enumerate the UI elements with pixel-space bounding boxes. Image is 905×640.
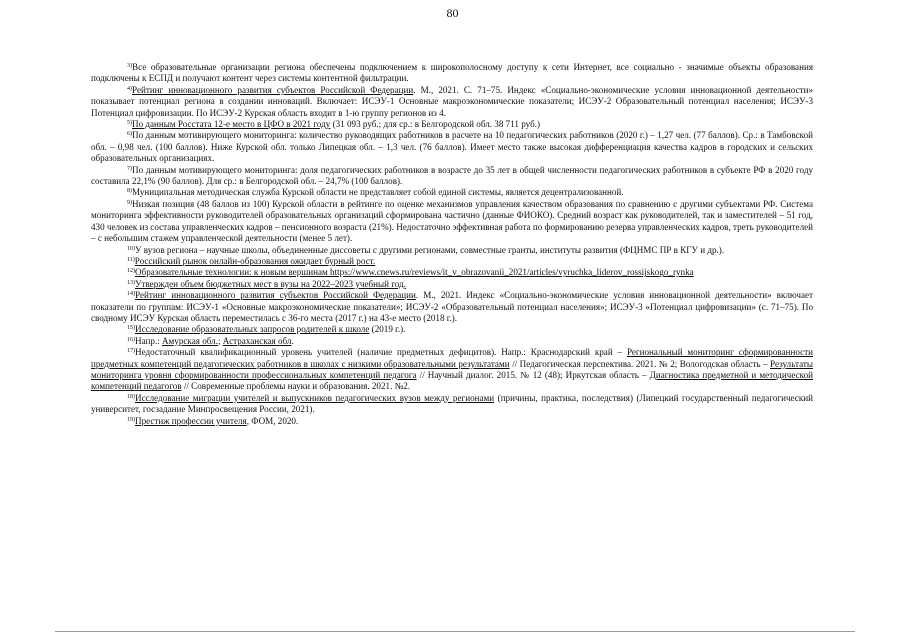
footnote-text: У вузов региона – научные школы, объединенные диссоветы с другими регионами, совместные гранты, институты развития (ФЦНМС ПР в КГУ и др.).: [135, 244, 725, 255]
footnote-link[interactable]: Исследование образовательных запросов родителей к школе: [135, 324, 370, 335]
footnote-link-2[interactable]: Астраханская обл: [222, 335, 292, 346]
footnote-number: 9): [127, 199, 132, 206]
footnote-link[interactable]: Амурская обл.: [161, 335, 218, 346]
footnote-lead: Напр.:: [135, 335, 162, 346]
footnote-11: [91, 256, 813, 267]
footnote-link[interactable]: По данным Росстата 12-е место в ЦФО в 2021 году: [132, 119, 331, 130]
footnote-text: По данным мотивирующего мониторинга: доля педагогических работников в возрасте до 35 лет в общей численности педагогических работников в субъекте РФ в 2020 году составила 22,1% (90 баллов). Для ср.: в Белгородской обл. – 24,7% (100 баллов).: [91, 164, 813, 187]
footnote-14: [91, 290, 813, 324]
footnotes: [91, 62, 813, 427]
footnote-link[interactable]: Региональный мониторинг сформированности предметных компетенций педагогических работников в школах с низкими образовательными результатами: [91, 347, 813, 369]
footnote-number: 16): [127, 336, 135, 343]
footnote-number: 5): [127, 120, 132, 127]
footnote-18: [91, 393, 813, 416]
footnote-number: 15): [127, 325, 135, 332]
footnote-link[interactable]: Рейтинг инновационного развития субъектов Российской Федерации: [135, 290, 416, 301]
footnote-number: 17): [127, 348, 135, 355]
footnote-6: [91, 130, 813, 164]
footnote-number: 3): [127, 63, 132, 69]
footnote-link[interactable]: Утвержден объем бюджетных мест в вузы на 2022–2023 учебный год.: [135, 278, 406, 289]
footnote-link[interactable]: Российский рынок онлайн-образования ожидает бурный рост.: [134, 255, 376, 266]
footnote-number: 8): [127, 188, 132, 195]
footnote-number: 6): [127, 131, 132, 138]
page-number: 80: [446, 6, 459, 20]
footnote-number: 19): [127, 416, 135, 423]
footnote-link-2[interactable]: Результаты мониторинга уровня сформированности профессиональных компетенций педагога: [91, 358, 813, 380]
footnote-text: По данным мотивирующего мониторинга: количество руководящих работников в расчете на 10 педагогических работников (2020 г.) – 1,27 чел. (77 баллов). Ср.: в Тамбовской обл. – 0,98 чел. (100 баллов). Ниже Курской обл. только Липецкая обл. – 1,3 чел. (76 баллов). Имеет место также высокая дифференциация качества кадров в городских и сельских образовательных организациях.: [91, 130, 813, 164]
footnote-number: 12): [127, 268, 135, 275]
footnote-12: [91, 267, 813, 278]
footnote-15: [91, 324, 813, 335]
footnote-link[interactable]: Рейтинг инновационного развития субъектов Российской Федерации: [132, 84, 414, 95]
footnote-number: 13): [127, 279, 135, 286]
footnote-17: [91, 347, 813, 393]
bottom-rule: [55, 631, 855, 632]
footnote-text: . М., 2021. С. 71–75. Индекс «Социально-экономические условия инновационной деятельности» показывает потенциал региона в создании инноваций. Включает: ИСЭУ-1 Основные макроэкономические показатели; ИСЭУ-2 Образовательный потенциал населения; ИСЭУ-3 Потенциал цифровизации. По ИСЭУ-2 Курская область входит в 1-ю группу регионов из 4.: [91, 84, 813, 118]
footnote-link-3[interactable]: Диагностика предметной и методической компетенций педагогов: [91, 369, 814, 392]
footnote-number: 11): [127, 256, 135, 263]
footnote-7: [91, 165, 813, 188]
footnote-text: Все образовательные организации региона обеспечены подключением к широкополосному доступу к сети Интернет, все социально - значимые объекты образования подключены к ЕСПД и получают контент через системы контентной фильтрации.: [91, 62, 813, 84]
footnote-text: . М., 2021. Индекс «Социально-экономические условия инновационной деятельности» включает показатели по группам: ИСЭУ-1 «Основные макроэкономические показатели»; ИСЭУ-2 «Образовательный потенциал населения»; ИСЭУ-3 «Потенциал цифровизации» (с. 71–75). По сводному ИСЭУ Курская область переместилась с 36-го места (2017 г.) на 43-е место (2018 г.).: [91, 290, 813, 323]
footnote-number: 4): [127, 85, 132, 92]
footnote-8: [91, 187, 813, 198]
footnote-9: [91, 199, 813, 245]
footnote-link[interactable]: Образовательные технологии: к новым вершинам https://www.cnews.ru/reviews/it_v_obrazovanii_2021/articles/vyruchka_liderov_rossijskogo_rynka: [135, 267, 694, 278]
footnote-text: Низкая позиция (48 баллов из 100) Курской области в рейтинге по оценке механизмов управления качеством образования по сравнению с другими субъектами РФ. Система мониторинга эффективности руководителей образовательных организаций сформирована частично (данные ФИОКО). Средний возраст как руководителей, так и заместителей – 51 год, 430 человек из состава управленческих кадров – пенсионного возраста (21%). Недостаточно эффективная работа по формированию резерва управленческих кадров, треть руководителей – с небольшим стажем управленческой деятельности (менее 5 лет).: [91, 198, 814, 244]
footnote-10: [91, 245, 813, 256]
footnote-16: [91, 336, 813, 347]
footnote-text: Муниципальная методическая служба Курской области не представляет собой единой системы, является децентрализованной.: [132, 187, 624, 198]
footnote-link[interactable]: Исследование миграции учителей и выпускников педагогических вузов между регионами: [135, 392, 495, 403]
footnote-link[interactable]: Престиж профессии учителя: [135, 415, 247, 426]
footnote-13: [91, 279, 813, 290]
footnote-text: , ФОМ, 2020.: [246, 415, 299, 426]
footnote-number: 18): [127, 393, 135, 400]
footnote-5: [91, 119, 813, 130]
footnote-number: 7): [127, 165, 132, 172]
footnote-text-mid-1: // Педагогическая перспектива. 2021. № 2; Вологодская область –: [509, 358, 771, 369]
footnote-number: 10): [127, 245, 135, 252]
footnote-text: (2019 г.).: [369, 324, 406, 335]
footnote-number: 14): [127, 291, 135, 298]
footnote-text: (причины, практика, последствия) (Липецкий государственный педагогический университет, госзадание Минпросвещения России, 2021).: [91, 392, 813, 415]
footnote-4: [91, 85, 813, 119]
footnote-text: .: [291, 335, 294, 346]
footnote-separator: ;: [217, 335, 223, 346]
footnote-text-mid-2: // Научный диалог. 2015. № 12 (48); Иркутская область –: [416, 369, 650, 380]
footnote-19: [91, 416, 813, 427]
footnote-text: (31 093 руб.; для ср.: в Белгородской обл. 38 711 руб.): [330, 119, 541, 130]
footnote-lead: Недостаточный квалификационный уровень учителей (наличие предметных дефицитов). Напр.: Краснодарский край –: [135, 347, 627, 358]
footnote-3: [91, 62, 813, 85]
footnote-text: // Современные проблемы науки и образования. 2021. №2.: [181, 381, 411, 392]
